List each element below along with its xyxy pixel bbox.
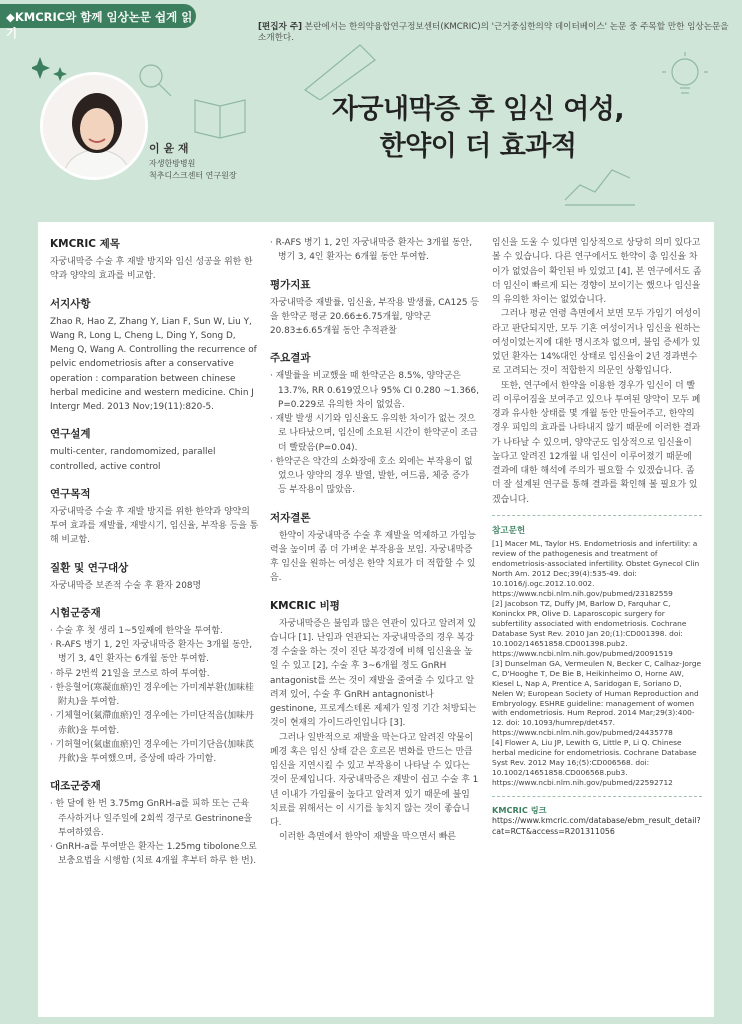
list-item: · GnRH-a를 투여받은 환자는 1.25mg tibolone으로 보충요법을 시행함 (치료 4개월 후부터 하루 한 번). [50,840,260,869]
article-body [38,222,714,1017]
list-item: · 재발 발생 시기와 임신율도 유의한 차이가 없는 것으로 나타났으며, 임신에 소요된 시간이 한약군이 조금 더 빨랐음(P=0.04). [270,412,480,455]
author-affiliation [149,158,237,182]
section-main-results [270,350,480,497]
author-name: 이 윤 재 [149,142,189,155]
list-item: · 한약군은 약간의 소화장애 호소 외에는 부작용이 없었으나 양약의 경우 발열, 발한, 여드름, 체중 증가 등 부작용이 많았음. [270,455,480,498]
section-heading: KMCRIC 제목 [50,238,120,250]
author-affiliation-line2: 척추디스크센터 연구원장 [149,171,237,180]
section-subjects [50,560,260,593]
section-author-conclusion [270,510,480,586]
list-item: · 수술 후 첫 생리 1~5일째에 한약을 투여함. [50,624,260,638]
article-title [260,92,696,165]
section-bibliography [50,296,260,415]
section-text: 이러한 측면에서 한약이 재발을 막으면서 빠른 [279,832,456,843]
bullet-list [50,797,260,868]
author-photo [40,72,148,180]
magnifier-icon [135,60,175,100]
editor-note-label: [편집자 주] [258,22,303,32]
divider [492,515,702,516]
references-heading: 참고문헌 [492,525,526,536]
list-item: · 한응혈어(寒凝血瘀)인 경우에는 가미계부환(加味桂附丸)을 투여함. [50,681,260,710]
section-heading: 연구목적 [50,487,91,500]
list-item: · R-AFS 병기 1, 2인 자궁내막증 환자는 3개월 동안, 병기 3, 4인 환자는 6개월 동안 투여함. [270,236,480,265]
section-heading: 시험군중재 [50,606,101,619]
section-text: 자궁내막증은 불임과 많은 연관이 있다고 알려져 있습니다 [1]. 난임과 연관되는 자궁내막증의 경우 복강경 수술을 하는 것이 진단 복강경에 비해 임신율을 높일 수 있고 [2], 수술 후 3~6개월 정도 GnRH antagonist를 쓰는 것이 재발을 줄여줄 수 있다고 알려져 있어, 수술 후 GnRH antagnonist나 gestinone, 프로게스테론 제제가 일정 기간 처방되는 것이 현재의 가이드라인입니다 [3]. [270,618,477,729]
author-affiliation-line1: 자생한방병원 [149,159,196,168]
section-heading: 대조군중재 [50,780,101,793]
reference-item: [3] Dunselman GA, Vermeulen N, Becker C, Calhaz-Jorge C, D'Hooghe T, De Bie B, Heikinheimo O, Horne AW, Kiesel L, Nap A, Prentice A, Saridogan E, Soriano D, Nelen W; European Society of Human Reproduction and Embryology. ESHRE guideline: management of women with endometriosis. Hum Reprod. 2014 Mar;29(3):400-12. doi: 10.1093/humrep/det457. https://www.ncbi.nlm.nih.gov/pubmed/24435778 [492,658,702,738]
section-study-purpose [50,486,260,548]
reference-item: [4] Flower A, Liu JP, Lewith G, Little P, Li Q. Chinese herbal medicine for endometriosis. Cochrane Database Syst Rev. 2012 May 16;(5):CD006568. doi: 10.1002/14651858.CD006568.pub3. https://www.ncbi.nlm.nih.gov/pubmed/22592712 [492,738,697,788]
section-control-intervention [50,778,260,868]
editor-note-text: 본란에서는 한의약융합연구정보센터(KMCRIC)의 '근거중심한의약 데이터베이스' 논문 중 주목할 만한 임상논문을 소개한다. [258,22,729,44]
series-tag: ◆KMCRIC와 함께 임상논문 쉽게 읽기 [0,4,196,28]
section-text: Zhao R, Hao Z, Zhang Y, Lian F, Sun W, Liu Y, Wang R, Long L, Cheng L, Ding Y, Song D, Meng Q, Wang A. Controlling the recurrence of pelvic endometriosis after a conservative operation : comparation between chinese herbal medicine and western medicine. Chin J Intergr Med. 2013 Nov;19(11):820-5. [50,316,257,412]
section-outcomes [270,277,480,339]
kmcric-link[interactable]: https://www.kmcric.com/database/ebm_result_detail?cat=RCT&access=R201311056 [492,816,701,837]
section-text: 자궁내막증 수술 후 재발 방지와 임신 성공을 위한 한약과 양약의 효과를 비교함. [50,257,253,282]
section-text: 그러나 일반적으로 재발을 막는다고 알려진 약물이 폐경 혹은 임신 상태 같은 호르몬 변화를 만드는 만큼 임신을 지연시킬 수 있고 부작용이 나타날 수 있다는 것이 문제입니다. 자궁내막증은 재발이 쉽고 수술 후 1년 이내가 가임률이 높다고 알려져 있기 때문에 불임 치료를 위해서는 이 시기를 놓치지 않는 것이 좋습니다. [270,732,479,828]
section-heading: KMCRIC 비평 [270,599,340,612]
article-title-line2: 한약이 더 효과적 [379,130,577,162]
kmcric-link-heading: KMCRIC 링크 [492,805,547,816]
column-3 [492,236,702,838]
bullet-list [270,236,480,265]
author-portrait-image [43,75,148,180]
book-icon [190,90,250,140]
section-text: 한약이 자궁내막증 수술 후 재발을 억제하고 가임능력을 높이며 좀 더 가벼운 부작용을 보임. 자궁내막증 후 임신을 원하는 여성은 한약 치료가 더 적합할 수 있음. [270,530,476,584]
section-heading: 저자결론 [270,511,311,524]
article-title-line1: 자궁내막증 후 임신 여성, [331,94,625,125]
bullet-list [50,624,260,767]
list-item: · 하루 2번씩 21일을 코스로 하여 투여함. [50,667,260,681]
section-kmcric-title [50,236,260,284]
section-text: 자궁내막증 수술 후 재발 방지를 위한 한약과 양약의 투여 효과를 재발률, 재발시기, 임신율, 부작용 등을 통해 비교함. [50,506,259,546]
section-heading: 주요결과 [270,352,311,365]
list-item: · 재발률을 비교했을 때 한약군은 8.5%, 양약군은 13.7%, RR 0.619였으나 95% CI 0.280 ~1.366, P=0.229로 유의한 차이 없었음. [270,369,480,412]
list-item: · 기체혈어(氣滯血瘀)인 경우에는 가미단적음(加味丹赤飮)을 투여함. [50,709,260,738]
list-item: · 한 달에 한 번 3.75mg GnRH-a를 피하 또는 근육 주사하거나 일주일에 2회씩 경구로 Gestrinone을 투여하였음. [50,797,260,840]
section-kmcric-critique [270,598,480,845]
ruler-icon [300,40,380,100]
section-study-design [50,426,260,474]
section-test-intervention [50,605,260,767]
list-item: · 기허혈어(氣虛血瘀)인 경우에는 가미기단음(加味芪丹飮)을 투여했으며, 증상에 따라 가미함. [50,738,260,767]
column-1 [50,236,260,881]
section-heading: 평가지표 [270,278,311,291]
column-2 [270,236,480,857]
divider [492,796,702,797]
reference-item: [1] Macer ML, Taylor HS. Endometriosis and infertility: a review of the pathogenesis and treatment of endometriosis-associated infertility. Obstet Gynecol Clin North Am. 2012 Dec;39(4):535-49. doi: 10.1016/j.ogc.2012.10.002. https://www.ncbi.nlm.nih.gov/pubmed/23182559 [492,538,700,598]
critique-text: 임신을 도울 수 있다면 임상적으로 상당히 의미 있다고 볼 수 있습니다. 다른 연구에서도 한약이 총 임신율 차이가 없었음이 확인된 바 있었고 [4], 본 연구에서도 좀 더 임신이 빠르게 되는 경향이 보이기는 했으나 임신율의 유의한 차이는 없었습니다. [492,238,702,305]
section-heading: 연구설계 [50,428,91,441]
critique-text: 그러나 평균 연령 측면에서 보면 모두 가임기 여성이라고 판단되지만, 모두 기혼 여성이거나 임신을 원하는 여성이었는지에 대한 명시조차 없으며, 불임 증세가 있었던 환자는 14%대인 상태로 임신율이 2년 경과변수로 고려되는 것이 적합한지 의문인 상황입니다. [492,309,701,377]
section-text: 자궁내막증 보존적 수술 후 환자 208명 [50,580,202,591]
section-text: 자궁내막증 재발률, 임신율, 부작용 발생률, CA125 등을 한약군 평균 20.66±6.75개월, 양약군 20.83±6.65개월 동안 추적관찰 [270,297,479,336]
critique-text: 또한, 연구에서 한약을 이용한 경우가 임신이 더 빨리 이루어짐을 보여주고 있으나 투여된 양약이 모두 폐경과 유사한 상태를 몇 개월 동안 만들어주고, 한약의 경우 피임의 효과를 나타내지 않기 때문에 이러한 결과가 나타날 수 있으며, 양약군도 임상적으로 임신율이 높다고 알려진 12개월 내 임신이 이루어졌기 때문에 결과에 대한 해석에 주의가 필요할 수 있겠습니다. 좀 더 잘 설계된 연구를 통해 결과를 확인해 볼 필요가 있겠습니다. [492,380,701,505]
section-heading: 서지사항 [50,297,91,310]
references [492,524,702,789]
section-control-continued [270,236,480,265]
section-heading: 질환 및 연구대상 [50,561,129,574]
bullet-list [270,369,480,497]
section-text: multi-center, randomomized, parallel controlled, active control [50,447,216,472]
reference-item: [2] Jacobson TZ, Duffy JM, Barlow D, Farquhar C, Koninckx PR, Olive D. Laparoscopic surgery for subfertility associated with endometriosis. Cochrane Database Syst Rev. 2010 Jan 20;(1):CD001398. doi: 10.1002/14651858.CD001398.pub2. https://www.ncbi.nlm.nih.gov/pubmed/20091519 [492,598,687,658]
list-item: · R-AFS 병기 1, 2인 자궁내막증 환자는 3개월 동안, 병기 3, 4인 환자는 6개월 동안 투여함. [50,638,260,667]
